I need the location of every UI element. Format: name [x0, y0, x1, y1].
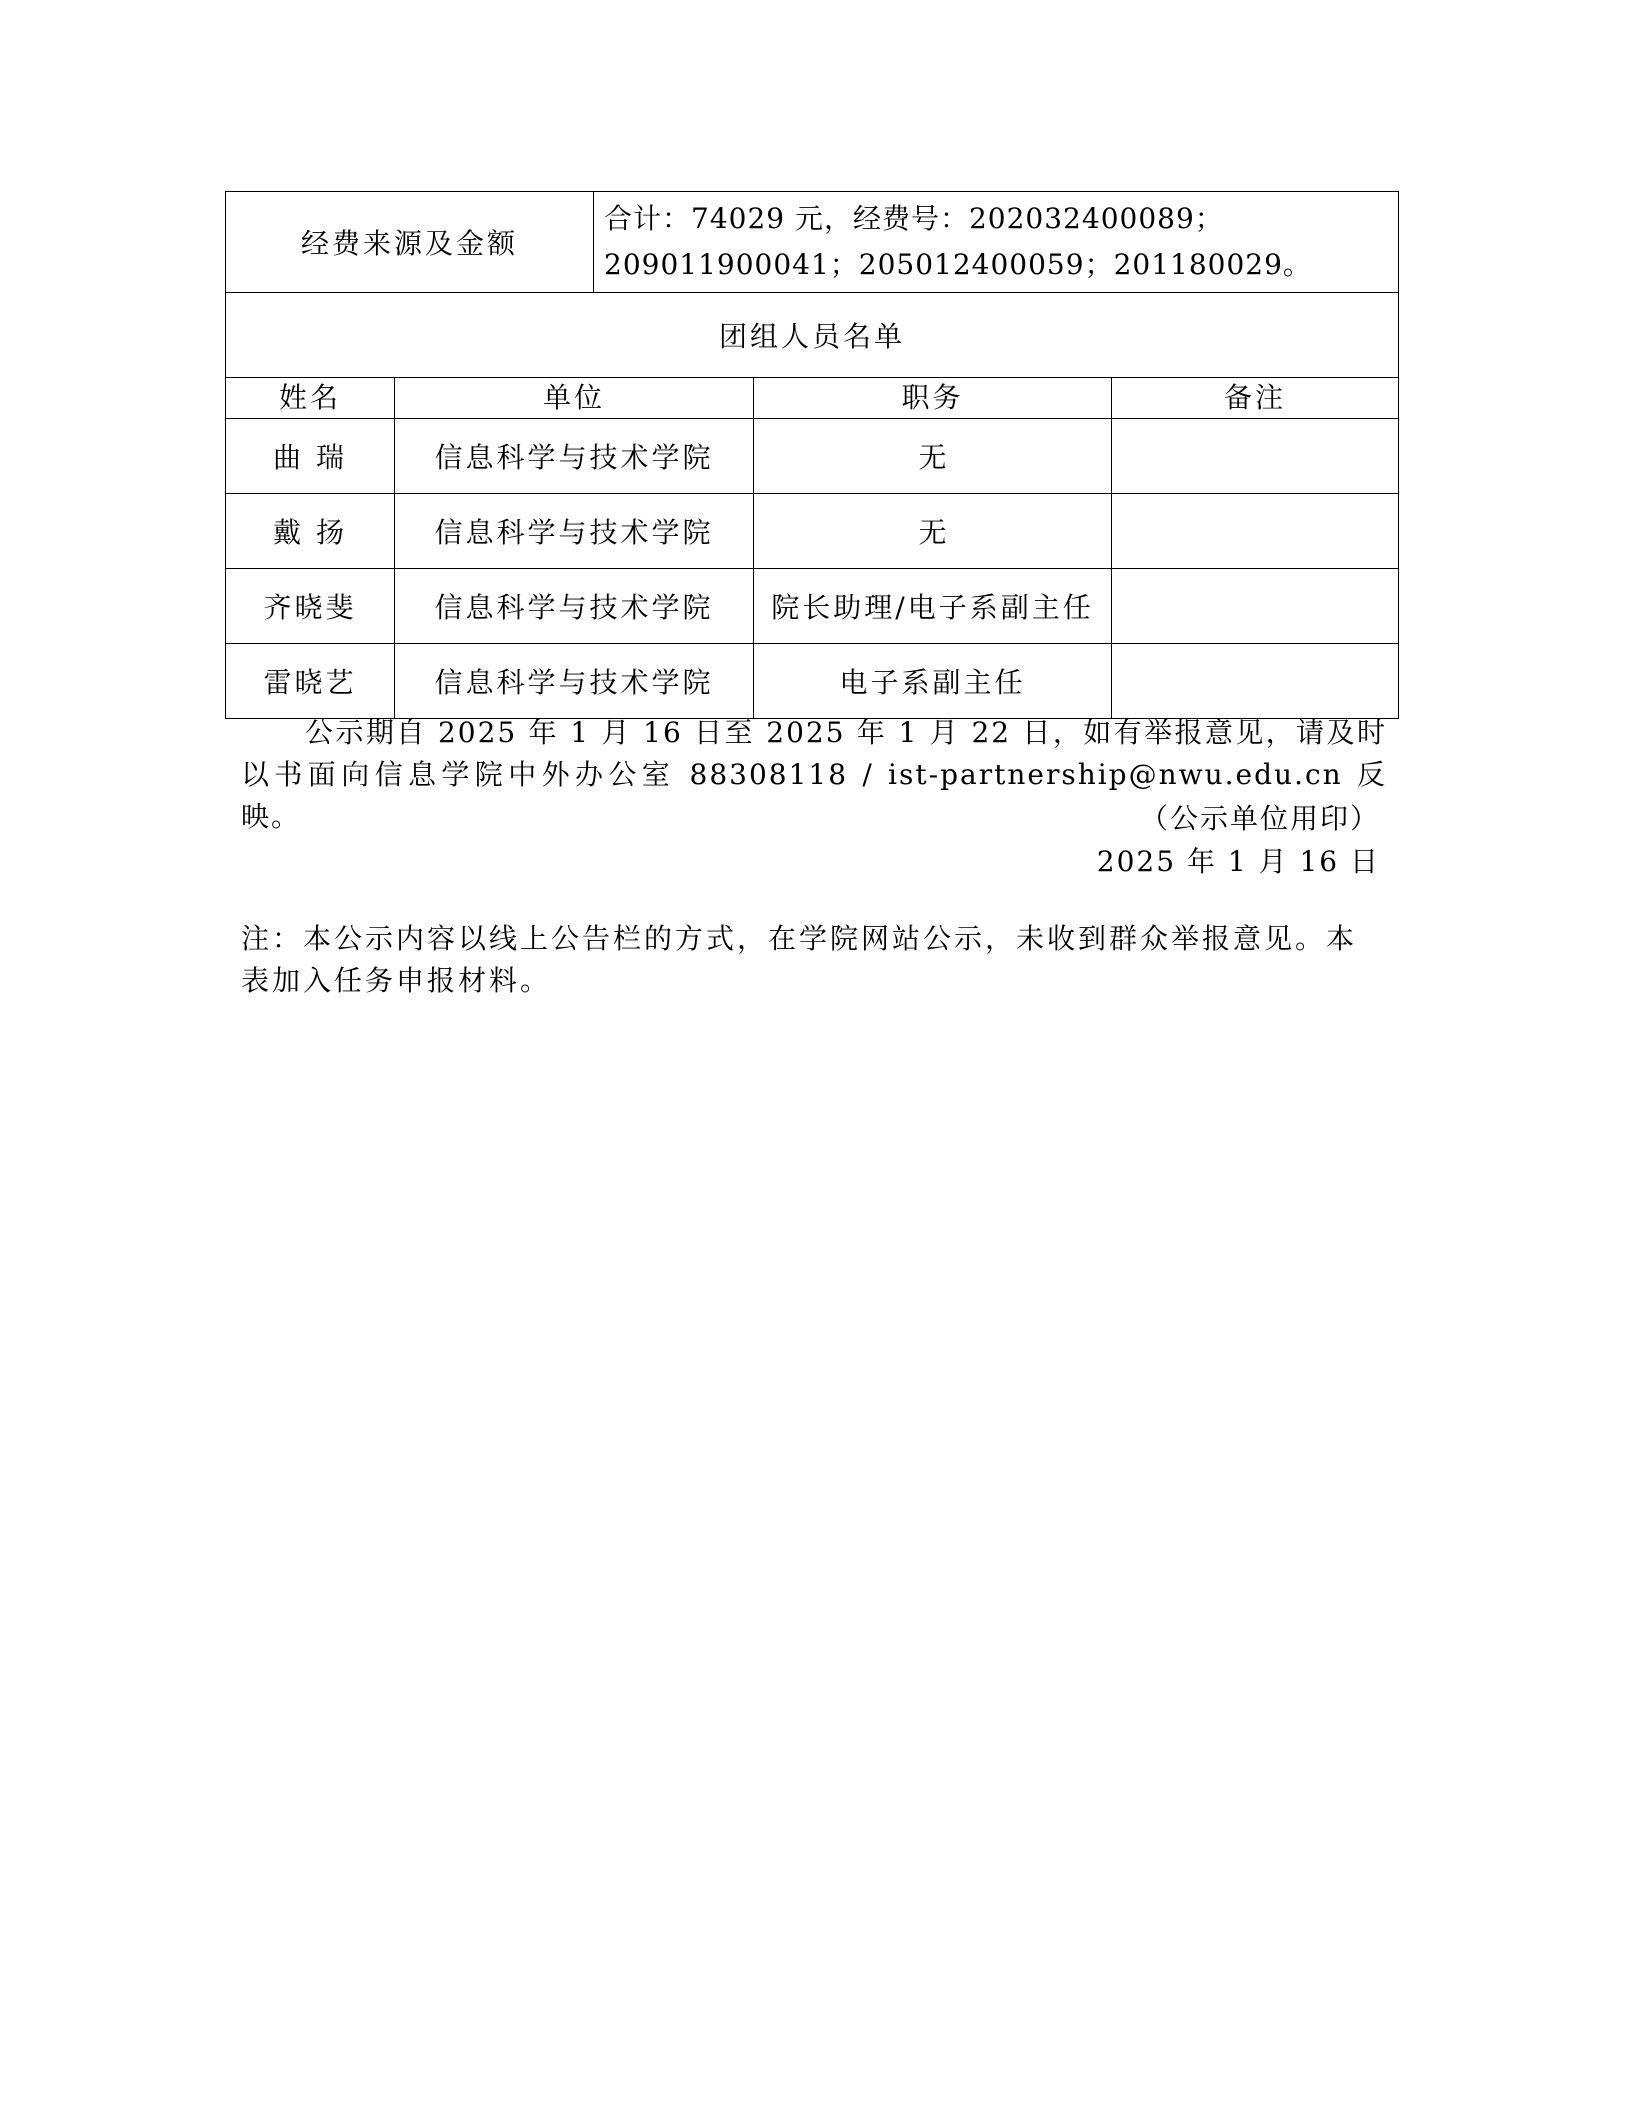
table-header-row: [226, 378, 1399, 419]
team-list-title: 团组人员名单: [226, 293, 1399, 378]
member-remark: [1112, 569, 1399, 644]
member-name: 曲 瑞: [226, 419, 395, 494]
member-name: 雷晓艺: [226, 644, 395, 719]
header-remark: 备注: [1112, 378, 1399, 419]
member-remark: [1112, 644, 1399, 719]
table-row: [226, 569, 1399, 644]
member-unit: 信息科学与技术学院: [395, 419, 754, 494]
member-remark: [1112, 494, 1399, 569]
member-position: 无: [754, 494, 1112, 569]
member-position: 无: [754, 419, 1112, 494]
seal-placeholder: （公示单位用印）: [1139, 802, 1380, 835]
member-name: 齐晓斐: [226, 569, 395, 644]
table-row: [226, 419, 1399, 494]
member-unit: 信息科学与技术学院: [395, 569, 754, 644]
member-unit: 信息科学与技术学院: [395, 644, 754, 719]
member-remark: [1112, 419, 1399, 494]
member-position: 院长助理/电子系副主任: [754, 569, 1112, 644]
footnote: 注：本公示内容以线上公告栏的方式，在学院网站公示，未收到群众举报意见。本表加入任务申报材料。: [241, 922, 1358, 997]
funding-row: [226, 192, 1399, 293]
header-position: 职务: [754, 378, 1112, 419]
member-name: 戴 扬: [226, 494, 395, 569]
funding-value: 合计：74029 元，经费号：202032400089；209011900041；205012400059；201180029。: [594, 192, 1399, 293]
member-position: 电子系副主任: [754, 644, 1112, 719]
header-name: 姓名: [226, 378, 395, 419]
team-title-row: [226, 293, 1399, 378]
publicity-form-table: [225, 191, 1399, 719]
publicity-notice: 公示期自 2025 年 1 月 16 日至 2025 年 1 月 22 日，如有举报意见，请及时以书面向信息学院中外办公室 88308118 / ist-partnership@nwu.edu.cn 反映。: [241, 716, 1387, 833]
publicity-date: 2025 年 1 月 16 日: [1096, 845, 1380, 878]
table-row: [226, 494, 1399, 569]
member-unit: 信息科学与技术学院: [395, 494, 754, 569]
funding-label: 经费来源及金额: [226, 192, 594, 293]
table-row: [226, 644, 1399, 719]
header-unit: 单位: [395, 378, 754, 419]
